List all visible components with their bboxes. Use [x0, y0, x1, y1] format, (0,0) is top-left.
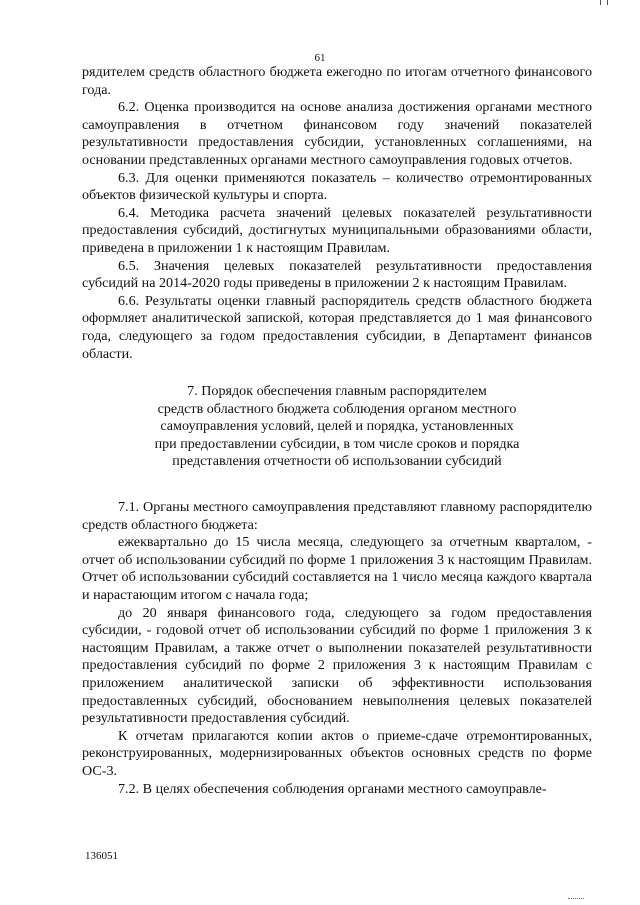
paragraph-7-1: 7.1. Органы местного самоуправления представляют главному распорядителю средств областного бюджета:: [82, 499, 592, 533]
document-body: [82, 64, 592, 798]
bottom-mark: [568, 898, 584, 900]
heading-line: самоуправления условий, целей и порядка, установленных: [160, 418, 514, 435]
paragraph-6-2: 6.2. Оценка производится на основе анализа достижения органами местного самоуправления в отчетном финансовом году значений показателей результативности предоставления субсидии, установленных соглашениями, на основании представленных органами местного самоуправления годовых отчетов.: [82, 99, 592, 168]
heading-line: при предоставлении субсидии, в том числе сроков и порядка: [154, 435, 520, 452]
section-7-heading: [82, 383, 592, 471]
paragraph-7-2: 7.2. В целях обеспечения соблюдения органами местного самоуправле-: [118, 780, 547, 797]
paragraph-6-5: 6.5. Значения целевых показателей результативности предоставления субсидий на 2014-2020 годы приведены в приложении 2 к настоящим Правилам.: [82, 257, 592, 292]
page-number: 61: [314, 52, 326, 64]
paragraph-quarterly: ежеквартально до 15 числа месяца, следующего за отчетным кварталом, - отчет об использовании субсидий по форме 1 приложения 3 к настоящим Правилам. Отчет об использовании субсидий составляется на 1 число месяца каждого квартала и нарастающим итогом с начала года;: [82, 534, 592, 604]
heading-line: средств областного бюджета соблюдения органом местного: [157, 400, 517, 417]
paragraph-annual: до 20 января финансового года, следующего за годом предоставления субсидии, - годовой отчет об использовании субсидий по форме 1 приложения 3 к настоящим Правилам, а также отчет о выполнении показателей результативности предоставления субсидий по форме 2 приложения 3 к настоящим Правилам с приложением аналитической записки об эффективности использования предоставленных субсидий, обоснованием невыполнения целевых показателей результативности предоставления субсидий.: [82, 604, 592, 727]
paragraph-6-6: 6.6. Результаты оценки главный распорядитель средств областного бюджета оформляет аналитической запиской, которая представляется до 1 мая финансового года, следующего за годом предоставления субсидии, в Департамент финансов области.: [82, 292, 592, 362]
paragraph-attachments: К отчетам прилагаются копии актов о приеме-сдаче отремонтированных, реконструированных, модернизированных объектов основных средств по форме ОС-3.: [82, 727, 592, 779]
document-code: 136051: [85, 850, 118, 862]
corner-mark: [600, 0, 608, 5]
paragraph-continuation: рядителем средств областного бюджета ежегодно по итогам отчетного финансового года.: [82, 64, 592, 98]
heading-line: представления отчетности об использовании субсидий: [172, 453, 502, 470]
heading-line: 7. Порядок обеспечения главным распорядителем: [187, 383, 487, 400]
paragraph-6-4: 6.4. Методика расчета значений целевых показателей результативности предоставления субсидий, достигнутых муниципальными образованиями области, приведена в приложении 1 к настоящим Правилам.: [82, 204, 592, 256]
paragraph-6-3: 6.3. Для оценки применяются показатель – количество отремонтированных объектов физической культуры и спорта.: [82, 169, 592, 204]
